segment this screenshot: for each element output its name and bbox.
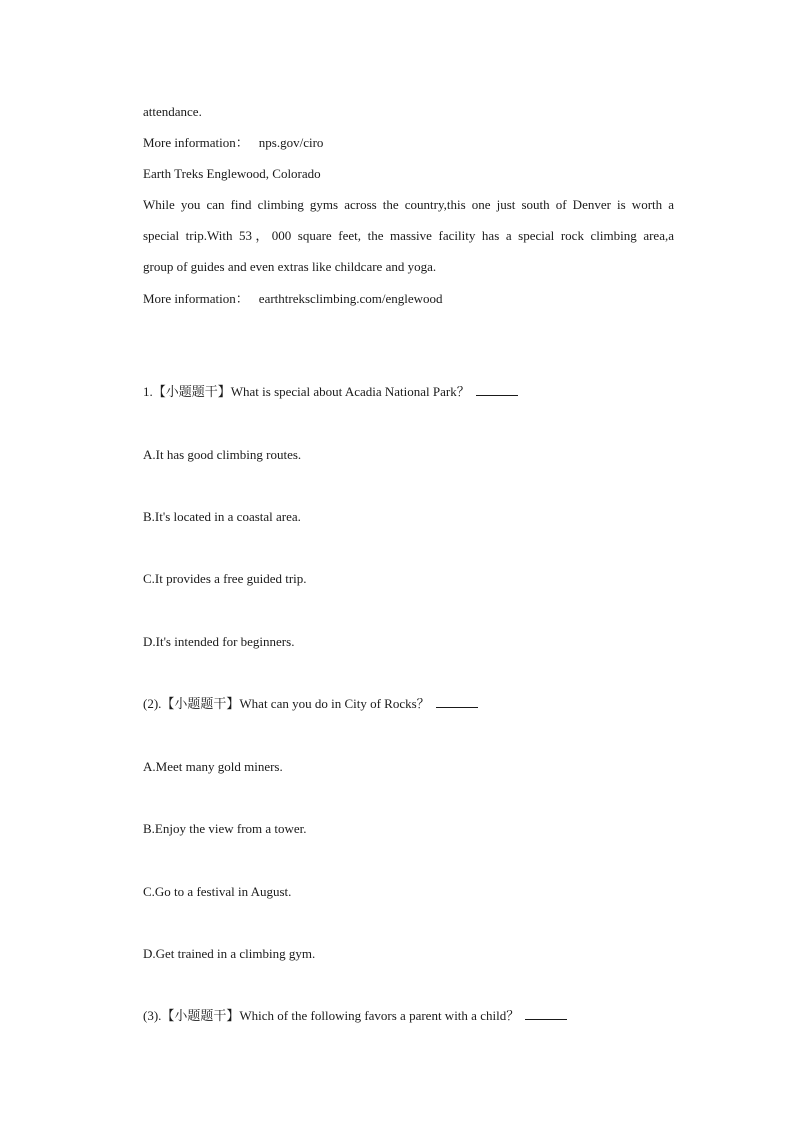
more-information-label: More information： xyxy=(143,135,249,150)
passage-paragraph-line-2: special trip.With 53，000 square feet, the massive facility has a special rock climbing area,a xyxy=(143,228,674,243)
question-text: 1.【小题题干】What is special about Acadia National Park？ xyxy=(143,384,470,399)
question-2-option-a: A.Meet many gold miners. xyxy=(143,759,283,774)
question-2-option-c: C.Go to a festival in August. xyxy=(143,884,292,899)
question-2-option-b: B.Enjoy the view from a tower. xyxy=(143,821,307,836)
more-information-1 xyxy=(143,135,323,151)
answer-blank xyxy=(525,1008,567,1020)
passage-paragraph-line-3: group of guides and even extras like childcare and yoga. xyxy=(143,259,437,274)
passage-line-attendance: attendance. xyxy=(143,104,202,119)
more-information-url: nps.gov/ciro xyxy=(258,135,324,150)
question-2-option-d: D.Get trained in a climbing gym. xyxy=(143,946,316,961)
question-1-stem xyxy=(143,384,518,400)
question-1-option-c: C.It provides a free guided trip. xyxy=(143,571,307,586)
answer-blank xyxy=(436,696,478,708)
section-heading: Earth Treks Englewood, Colorado xyxy=(143,166,321,181)
question-1-option-a: A.It has good climbing routes. xyxy=(143,447,302,462)
question-2-stem xyxy=(143,696,478,712)
question-1-option-b: B.It's located in a coastal area. xyxy=(143,509,301,524)
more-information-url: earthtreksclimbing.com/englewood xyxy=(258,291,443,306)
question-text: (2).【小题题干】What can you do in City of Rocks？ xyxy=(143,696,430,711)
answer-blank xyxy=(476,384,518,396)
question-1-option-d: D.It's intended for beginners. xyxy=(143,634,295,649)
passage-paragraph-line-1: While you can find climbing gyms across the country,this one just south of Denver is worth a xyxy=(143,197,674,212)
question-text: (3).【小题题干】Which of the following favors a parent with a child？ xyxy=(143,1008,520,1023)
more-information-label: More information： xyxy=(143,291,249,306)
more-information-2 xyxy=(143,291,443,307)
question-3-stem xyxy=(143,1008,567,1024)
